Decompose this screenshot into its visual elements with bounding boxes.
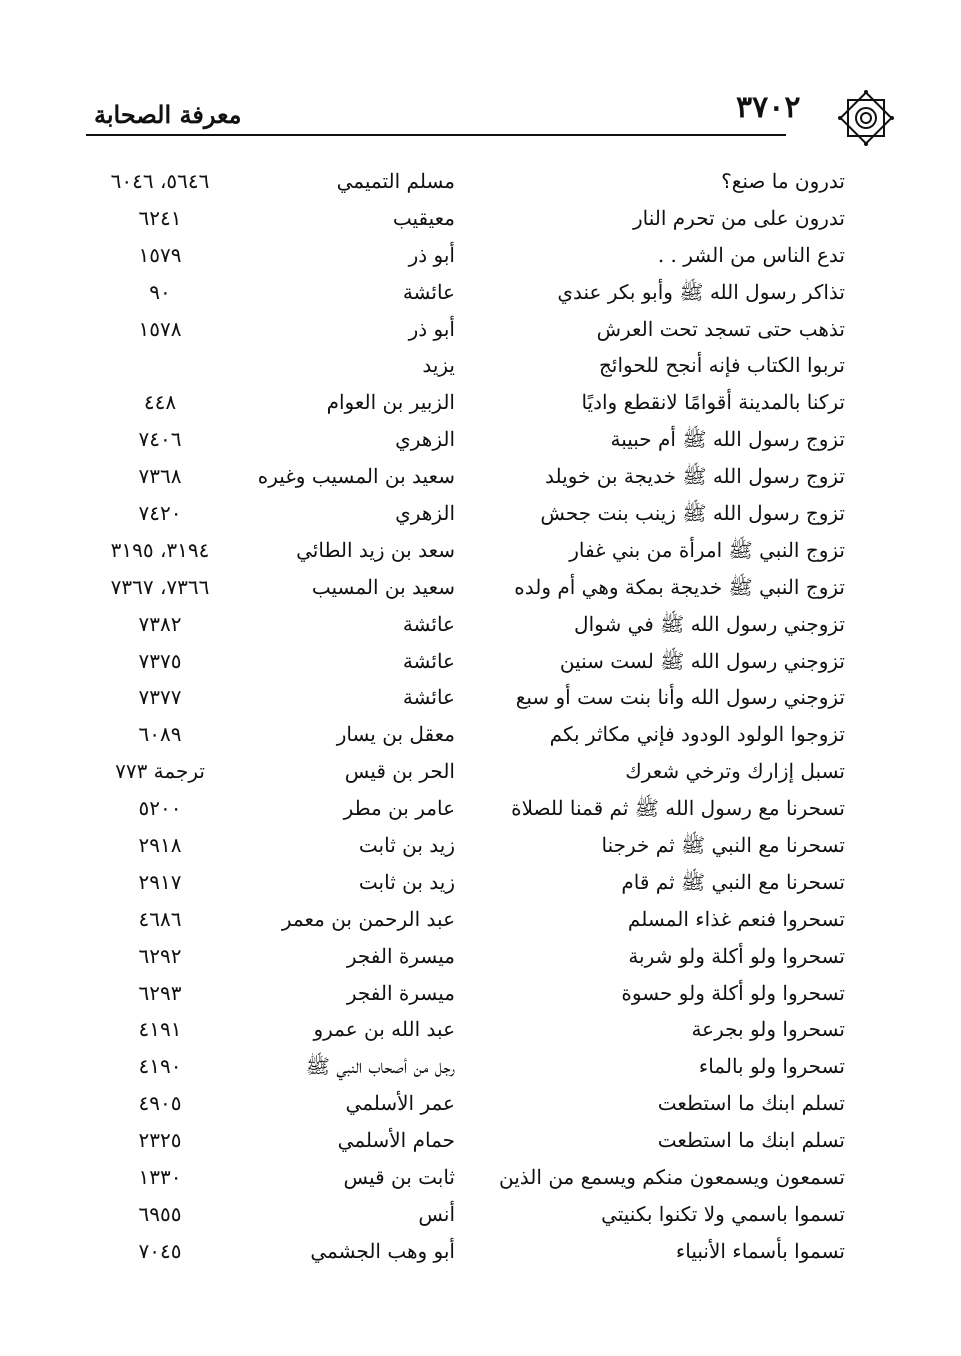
hadith-text: تسحرنا مع النبي ﷺ ثم خرجنا <box>601 833 845 858</box>
list-item <box>90 311 845 348</box>
narrator-name: عبد الرحمن بن معمر <box>281 906 455 931</box>
narrator-name: رجل من أصحاب النبي ﷺ <box>305 1054 455 1079</box>
narrator-name: زيد بن ثابت <box>358 869 455 894</box>
list-item <box>90 1196 845 1233</box>
narrator-name: حمام الأسلمي <box>337 1128 455 1153</box>
list-item <box>90 237 845 274</box>
list-item <box>90 1011 845 1048</box>
hadith-text: تسلم ابنك ما استطعت <box>657 1091 845 1116</box>
narrator-name: معقل بن يسار <box>336 722 455 747</box>
list-item <box>90 1048 845 1085</box>
reference-number: ٦٢٩٢ <box>138 943 182 968</box>
list-item <box>90 1085 845 1122</box>
narrator-name: سعد بن زيد الطائي <box>296 537 455 562</box>
list-item <box>90 679 845 716</box>
narrator-name: الزهري <box>395 427 455 452</box>
hadith-text: تدرون على من تحرم النار <box>633 205 845 230</box>
hadith-text: تزوجني رسول الله وأنا بنت ست أو سبع <box>515 685 845 710</box>
hadith-text: تزوج رسول الله ﷺ خديجة بن خويلد <box>545 464 845 489</box>
hadith-text: تركنا بالمدينة أقوامًا لانقطع واديًا <box>581 390 845 415</box>
narrator-name: أبو وهب الجشمي <box>310 1238 455 1263</box>
narrator-name: أبو ذر <box>408 316 455 341</box>
list-item <box>90 274 845 311</box>
list-item <box>90 901 845 938</box>
ornament-icon <box>836 88 896 148</box>
header-rule <box>86 134 786 136</box>
narrator-name: أنس <box>418 1201 455 1226</box>
reference-number: ٦٢٤١ <box>138 205 182 230</box>
reference-number: ١٣٣٠ <box>138 1165 182 1190</box>
list-item <box>90 1159 845 1196</box>
narrator-name: الزبير بن العوام <box>326 390 455 415</box>
page-header <box>86 90 876 146</box>
narrator-name: عائشة <box>402 279 455 304</box>
reference-number: ٧٠٤٥ <box>138 1238 182 1263</box>
narrator-name: ثابت بن قيس <box>343 1165 455 1190</box>
narrator-name: ميسرة الفجر <box>346 980 455 1005</box>
reference-number: ٤١٩١ <box>138 1017 182 1042</box>
reference-number: ٢٩١٨ <box>138 833 182 858</box>
reference-number: ١٥٧٨ <box>138 316 182 341</box>
list-item <box>90 975 845 1012</box>
page-number: ٣٧٠٢ <box>736 90 801 125</box>
hadith-text: تذاكر رسول الله ﷺ وأبو بكر عندي <box>557 279 845 304</box>
hadith-text: تسلم ابنك ما استطعت <box>657 1128 845 1153</box>
reference-number: ٧٣٨٢ <box>138 611 182 636</box>
list-item <box>90 643 845 680</box>
list-item <box>90 827 845 864</box>
reference-number: ٧٣٧٧ <box>138 685 182 710</box>
narrator-name: عائشة <box>402 685 455 710</box>
list-item <box>90 458 845 495</box>
list-item <box>90 384 845 421</box>
reference-number: ٥٦٤٦، ٦٠٤٦ <box>110 169 210 193</box>
entries-list <box>90 163 845 1270</box>
reference-number: ٧٣٦٨ <box>138 464 182 489</box>
narrator-name: عمر الأسلمي <box>345 1091 455 1116</box>
list-item <box>90 532 845 569</box>
hadith-text: تسحروا ولو بجرعة <box>691 1017 845 1042</box>
narrator-name: سعيد بن المسيب وغيره <box>257 464 455 489</box>
hadith-text: تزوجني رسول الله ﷺ لست سنين <box>559 648 845 673</box>
hadith-text: تزوج النبي ﷺ امرأة من بني غفار <box>569 537 845 562</box>
hadith-text: تسحروا فنعم غذاء المسلم <box>627 906 845 931</box>
reference-number: ٧٣٦٦، ٧٣٦٧ <box>110 574 210 599</box>
hadith-text: تدرون ما صنع؟ <box>721 169 845 193</box>
narrator-name: مسلم التميمي <box>336 169 455 193</box>
narrator-name: عبد الله بن عمرو <box>313 1017 455 1042</box>
narrator-name: يزيد <box>422 353 455 378</box>
list-item <box>90 716 845 753</box>
narrator-name: عائشة <box>402 648 455 673</box>
reference-number: ٦٢٩٣ <box>138 980 182 1005</box>
reference-number: ٦٩٥٥ <box>138 1201 182 1226</box>
hadith-text: تسموا بأسماء الأنبياء <box>675 1238 845 1263</box>
reference-number: ٤٩٠٥ <box>138 1091 182 1116</box>
hadith-text: تسحرنا مع رسول الله ﷺ ثم قمنا للصلاة <box>511 796 845 821</box>
reference-number: ١٥٧٩ <box>138 242 182 267</box>
reference-number: ٩٠ <box>149 279 171 304</box>
narrator-name: سعيد بن المسيب <box>311 574 455 599</box>
book-title: معرفة الصحابة <box>94 100 242 129</box>
hadith-text: تسحرنا مع النبي ﷺ ثم قام <box>621 869 845 894</box>
reference-number: ٤٤٨ <box>143 390 177 415</box>
hadith-text: تسحروا ولو أكلة ولو شربة <box>628 943 845 968</box>
list-item <box>90 864 845 901</box>
reference-number: ٢٣٢٥ <box>138 1128 182 1153</box>
reference-number: ٧٤٢٠ <box>138 501 182 526</box>
hadith-text: تسبل إزارك وترخي شعرك <box>625 759 845 784</box>
hadith-text: تسحروا ولو بالماء <box>698 1054 845 1079</box>
narrator-name: ميسرة الفجر <box>346 943 455 968</box>
hadith-text: تزوجني رسول الله ﷺ في شوال <box>574 611 845 636</box>
list-item <box>90 1122 845 1159</box>
reference-number: ٧٣٧٥ <box>138 648 182 673</box>
list-item <box>90 200 845 237</box>
reference-number: ٥٢٠٠ <box>138 796 182 821</box>
list-item <box>90 606 845 643</box>
narrator-name: الحر بن قيس <box>344 759 455 784</box>
list-item <box>90 790 845 827</box>
reference-number: ٤١٩٠ <box>138 1054 182 1079</box>
hadith-text: تسموا باسمي ولا تكنوا بكنيتي <box>601 1201 845 1226</box>
narrator-name: الزهري <box>395 501 455 526</box>
hadith-text: تذهب حتى تسجد تحت العرش <box>596 316 845 341</box>
narrator-name: أبو ذر <box>408 242 455 267</box>
hadith-text: تسحروا ولو أكلة ولو حسوة <box>621 980 845 1005</box>
list-item <box>90 1233 845 1270</box>
hadith-text: تزوج رسول الله ﷺ أم حبيبة <box>610 427 845 452</box>
hadith-text: تدع الناس من الشر . . <box>657 242 845 267</box>
reference-number: ٤٦٨٦ <box>138 906 182 931</box>
list-item <box>90 753 845 790</box>
list-item <box>90 569 845 606</box>
narrator-name: معيقيب <box>392 205 455 230</box>
reference-number: ٧٤٠٦ <box>138 427 182 452</box>
narrator-name: عامر بن مطر <box>343 796 455 821</box>
list-item <box>90 163 845 200</box>
narrator-name: زيد بن ثابت <box>358 833 455 858</box>
hadith-text: تربوا الكتاب فإنه أنجح للحوائج <box>598 353 845 378</box>
reference-number: ترجمة ٧٧٣ <box>115 759 205 784</box>
list-item <box>90 347 845 384</box>
narrator-name: عائشة <box>402 611 455 636</box>
hadith-text: تزوج رسول الله ﷺ زينب بنت جحش <box>540 501 845 526</box>
list-item <box>90 938 845 975</box>
hadith-text: تسمعون ويسمعون منكم ويسمع من الذين <box>499 1165 845 1190</box>
hadith-text: تزوج النبي ﷺ خديجة بمكة وهي أم ولده <box>514 574 845 599</box>
reference-number: ٢٩١٧ <box>138 869 182 894</box>
list-item <box>90 495 845 532</box>
reference-number: ٣١٩٤، ٣١٩٥ <box>110 537 210 562</box>
list-item <box>90 421 845 458</box>
hadith-text: تزوجوا الولود الودود فإني مكاثر بكم <box>549 722 845 747</box>
reference-number: ٦٠٨٩ <box>138 722 182 747</box>
